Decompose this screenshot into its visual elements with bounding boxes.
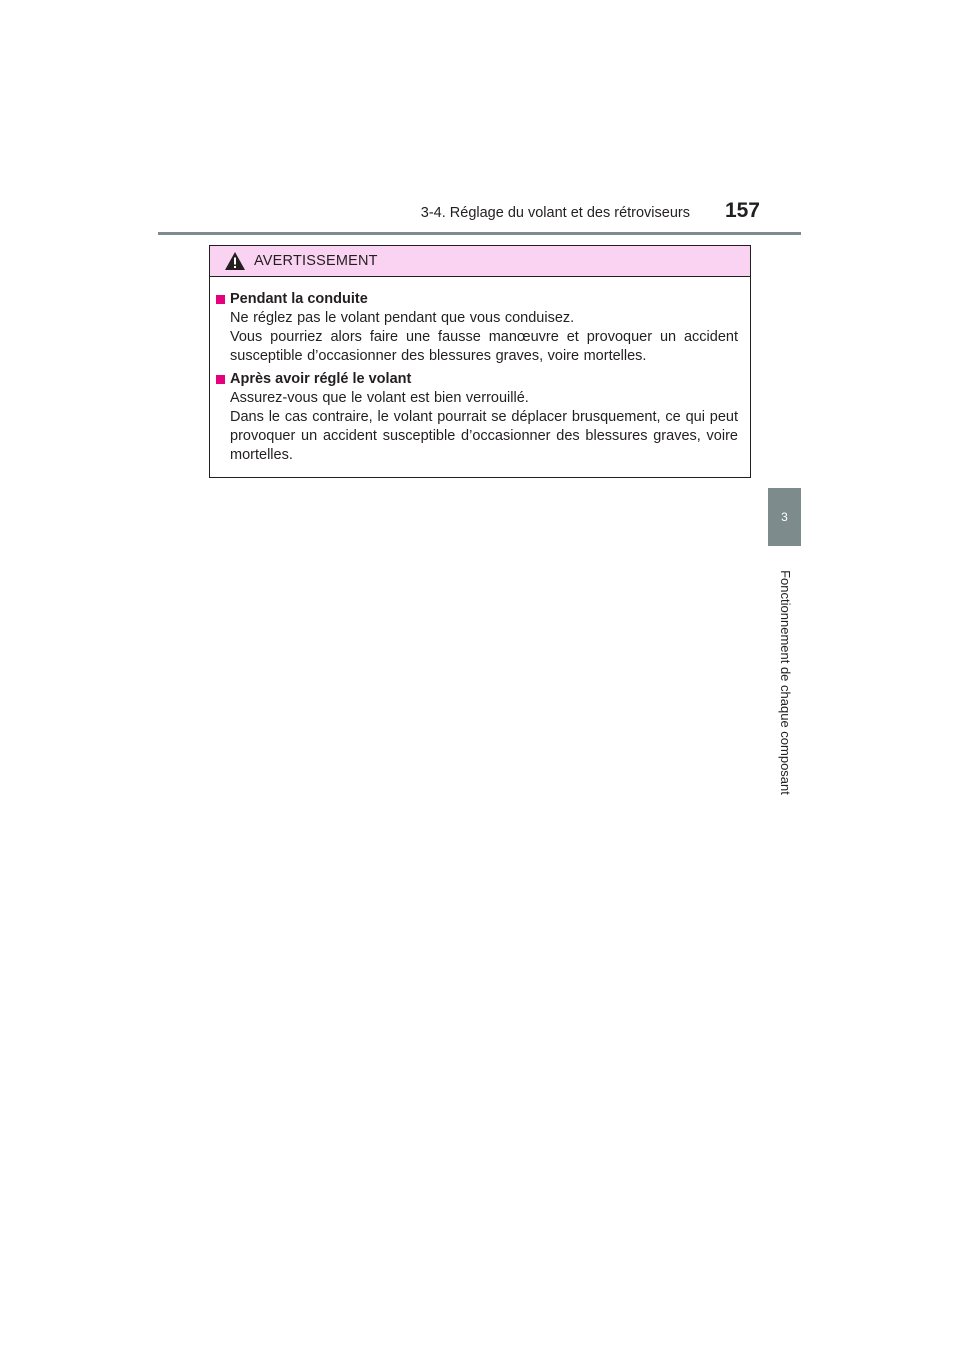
item-heading xyxy=(216,289,738,309)
warning-title: AVERTISSEMENT xyxy=(254,253,378,269)
item-paragraph: Assurez-vous que le volant est bien verrouillé. xyxy=(230,390,529,406)
warning-body xyxy=(210,277,750,465)
item-paragraph: Vous pourriez alors faire une fausse manœuvre et provoquer un accident susceptible d’occasionner des blessures graves, voire mortelles. xyxy=(230,329,738,364)
item-paragraph: Ne réglez pas le volant pendant que vous conduisez. xyxy=(230,310,575,326)
bullet-square-icon xyxy=(216,295,225,304)
warning-header xyxy=(210,246,750,277)
warning-triangle-icon xyxy=(224,251,246,271)
chapter-number: 3 xyxy=(781,510,788,524)
warning-item-driving xyxy=(216,289,738,366)
warning-box xyxy=(209,245,751,478)
header-rule xyxy=(158,232,801,235)
page-number: 157 xyxy=(724,199,760,222)
item-heading xyxy=(216,369,738,389)
chapter-title: Fonctionnement de chaque composant xyxy=(777,569,793,795)
warning-item-after-adjusting xyxy=(216,369,738,465)
item-paragraph: Dans le cas contraire, le volant pourrait se déplacer brusquement, ce qui peut provoquer un accident susceptible d’occasionner des blessures graves, voire mortelles. xyxy=(230,409,738,463)
chapter-title-vertical xyxy=(776,554,794,810)
bullet-square-icon xyxy=(216,375,225,384)
section-title: 3-4. Réglage du volant et des rétroviseurs xyxy=(420,205,690,221)
chapter-tab xyxy=(768,488,801,546)
item-heading-text: Après avoir réglé le volant xyxy=(230,371,412,387)
item-heading-text: Pendant la conduite xyxy=(230,291,368,307)
